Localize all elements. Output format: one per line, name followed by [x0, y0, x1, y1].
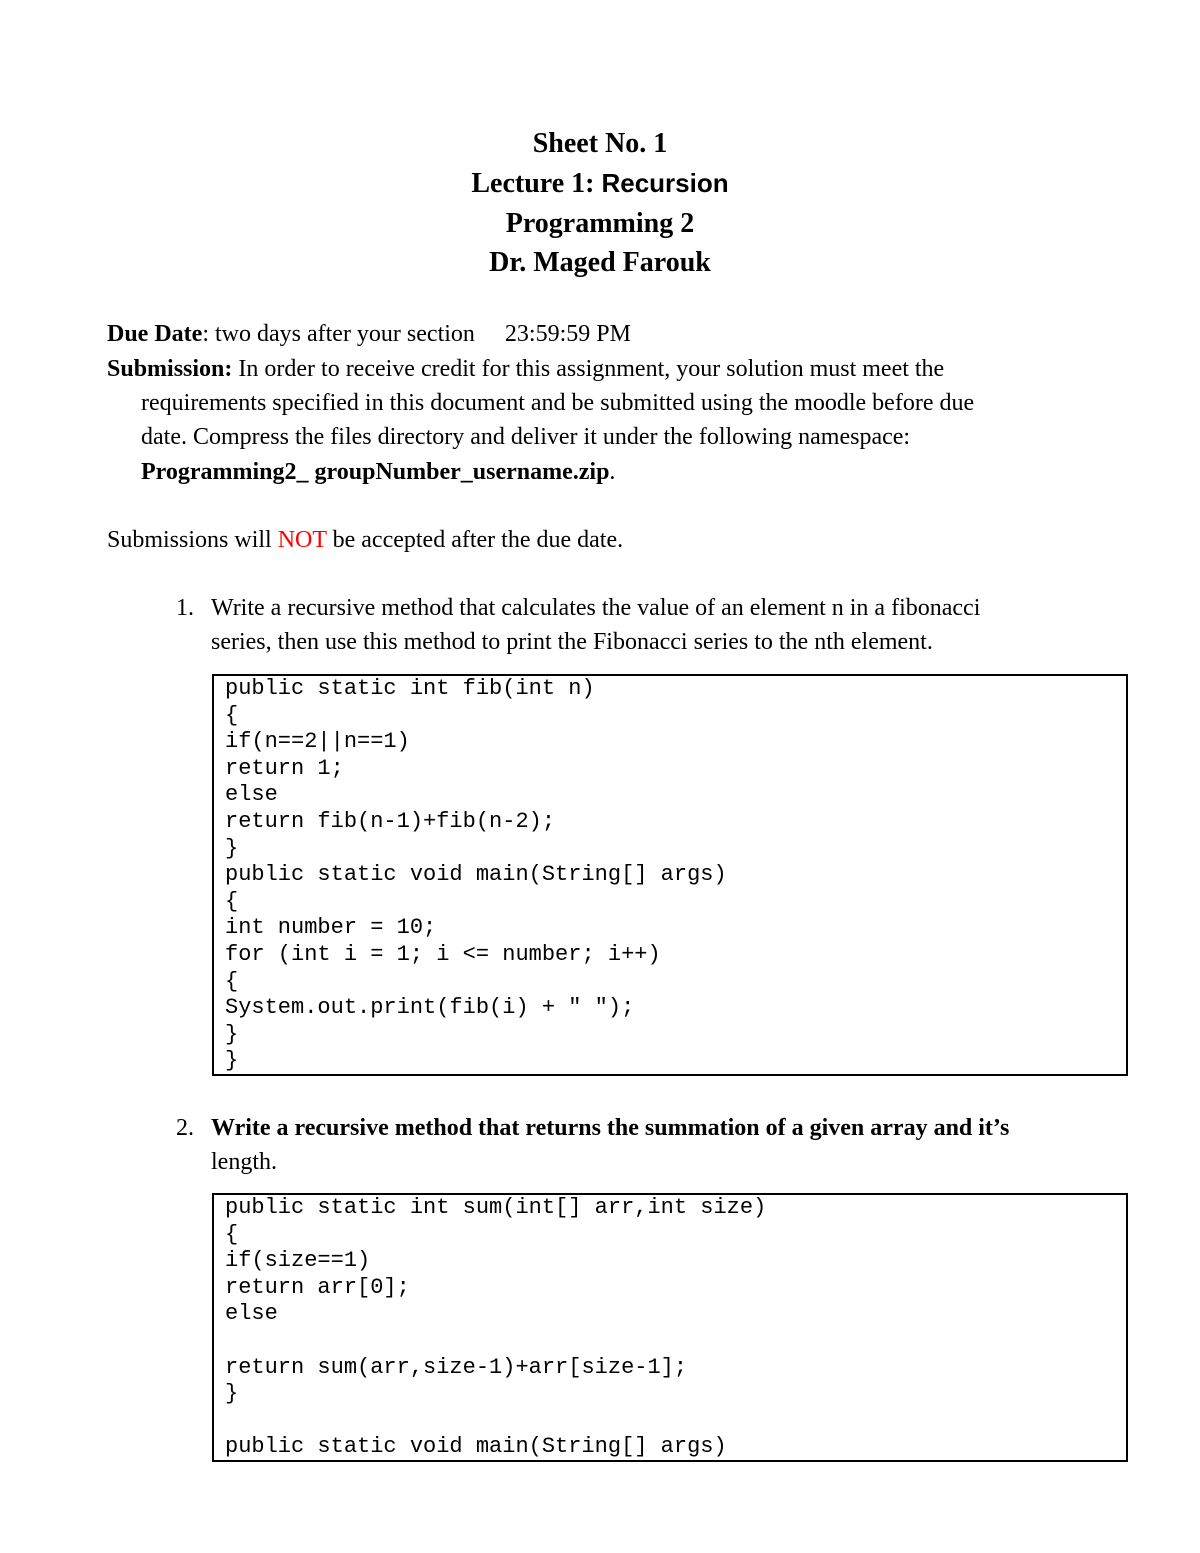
code-line: int number = 10; [225, 915, 437, 941]
code-line: return sum(arr,size-1)+arr[size-1]; [225, 1354, 688, 1380]
code-line: public static void main(String[] args) [225, 862, 727, 888]
code-line: else [225, 1301, 278, 1327]
code-line: System.out.print(fib(i) + " "); [225, 995, 635, 1021]
code-line: else [225, 782, 278, 808]
question-2-line-1: Write a recursive method that returns the summation of a given array and it’s [211, 1115, 1010, 1141]
due-date-label: Due Date [107, 321, 203, 347]
code-line: } [225, 1381, 239, 1407]
code-line: { [225, 1221, 239, 1247]
code-line [225, 1408, 1126, 1435]
sheet-number-heading: Sheet No. 1 [532, 128, 668, 159]
notice-before: Submissions will [107, 527, 278, 553]
code-line [225, 1328, 1126, 1355]
code-line: return fib(n-1)+fib(n-2); [225, 808, 556, 834]
submission-line-3: date. Compress the files directory and deliver it under the following namespace: [141, 424, 911, 450]
instructor-heading: Dr. Maged Farouk [489, 247, 711, 278]
code-line: { [225, 968, 239, 994]
code-line: return 1; [225, 755, 344, 781]
question-1-line-2: series, then use this method to print the Fibonacci series to the nth element. [211, 629, 933, 655]
due-date-line [107, 317, 631, 351]
question-2-number: 2. [176, 1115, 194, 1141]
due-date-text: : two days after your section 23:59:59 PM [202, 321, 631, 347]
code-line: if(size==1) [225, 1248, 371, 1274]
submission-filename: Programming2_ groupNumber_username.zip [141, 459, 610, 485]
submission-filename-suffix: . [609, 459, 616, 485]
submission-filename-line [141, 455, 615, 489]
code-line: public static int sum(int[] arr,int size) [225, 1195, 767, 1220]
submission-line-1 [107, 352, 944, 386]
lecture-heading-prefix: Lecture 1: [471, 168, 602, 199]
submission-text-1: In order to receive credit for this assignment, your solution must meet the [232, 356, 945, 382]
code-line: } [225, 1021, 239, 1047]
question-2-line-2: length. [211, 1149, 277, 1175]
notice-emphasis: NOT [277, 527, 327, 553]
question-1-code-box [212, 674, 1128, 1076]
submission-label: Submission: [107, 356, 233, 382]
code-line: return arr[0]; [225, 1274, 410, 1300]
code-line: } [225, 1048, 239, 1074]
notice-after: be accepted after the due date. [326, 527, 624, 553]
late-submission-notice [107, 523, 623, 557]
submission-line-2: requirements specified in this document and be submitted using the moodle before due [141, 390, 975, 416]
lecture-heading [0, 164, 1200, 203]
code-line: public static void main(String[] args) [225, 1434, 727, 1460]
code-line: for (int i = 1; i <= number; i++) [225, 941, 661, 967]
course-heading: Programming 2 [505, 208, 695, 239]
question-1-line-1: Write a recursive method that calculates the value of an element n in a fibonacci [211, 595, 981, 621]
code-line: if(n==2||n==1) [225, 729, 410, 755]
code-line: { [225, 702, 239, 728]
lecture-heading-topic: Recursion [601, 168, 729, 198]
question-1-number: 1. [176, 595, 194, 621]
code-line: public static int fib(int n) [225, 676, 595, 701]
code-line: } [225, 835, 239, 861]
code-line: { [225, 888, 239, 914]
question-2-code-box [212, 1193, 1128, 1462]
